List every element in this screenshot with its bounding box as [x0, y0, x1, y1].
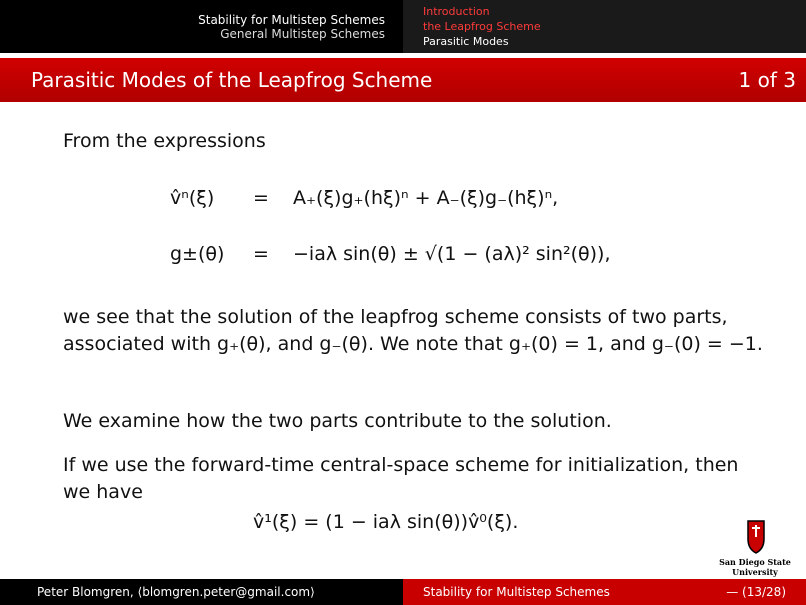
header-bar: [0, 0, 806, 53]
footer-author[interactable]: Peter Blomgren, ⟨blomgren.peter@gmail.com⟩: [37, 585, 315, 599]
equation-2-equals: =: [253, 243, 269, 265]
frame-titlebar: [0, 58, 806, 102]
frame-title: Parasitic Modes of the Leapfrog Scheme: [31, 68, 433, 92]
footer-frame-number: — (13/28): [726, 585, 786, 599]
logo-line-1: San Diego State: [719, 557, 791, 567]
equation-1-rhs: A₊(ξ)g₊(hξ)ⁿ + A₋(ξ)g₋(hξ)ⁿ,: [293, 187, 559, 209]
paragraph-leapfrog-parts: we see that the solution of the leapfrog scheme consists of two parts, associated with g₊(θ), and g₋(θ). We note that g₊(0) = 1, and g₋(0) = −1.: [63, 306, 763, 355]
equation-2-rhs: −iaλ sin(θ) ± √(1 − (aλ)² sin²(θ)),: [293, 243, 611, 265]
logo-line-2: University: [732, 567, 778, 577]
header-nav: [403, 0, 806, 53]
nav-item-introduction[interactable]: Introduction: [423, 5, 490, 18]
paragraph-intro: From the expressions: [63, 130, 266, 152]
header-subsection-title[interactable]: General Multistep Schemes: [220, 27, 385, 41]
university-logo: [714, 519, 796, 579]
equation-1-equals: =: [253, 187, 269, 209]
equation-1-lhs: v̂ⁿ(ξ): [170, 187, 215, 209]
frame-page-indicator: 1 of 3: [738, 68, 796, 92]
nav-item-leapfrog[interactable]: the Leapfrog Scheme: [423, 20, 541, 33]
paragraph-initialization: If we use the forward-time central-space scheme for initialization, then we have: [63, 454, 739, 503]
footer-bar: [0, 579, 806, 605]
header-section-title[interactable]: Stability for Multistep Schemes: [198, 13, 385, 27]
nav-item-parasitic-modes[interactable]: Parasitic Modes: [423, 35, 509, 48]
header-sections: [0, 0, 403, 53]
footer-title[interactable]: Stability for Multistep Schemes: [423, 585, 610, 599]
footer-title-panel: [403, 579, 806, 605]
paragraph-examine: We examine how the two parts contribute to the solution.: [63, 410, 612, 432]
equation-3: v̂¹(ξ) = (1 − iaλ sin(θ))v̂⁰(ξ).: [253, 511, 519, 533]
equation-2-lhs: g±(θ): [170, 243, 225, 265]
